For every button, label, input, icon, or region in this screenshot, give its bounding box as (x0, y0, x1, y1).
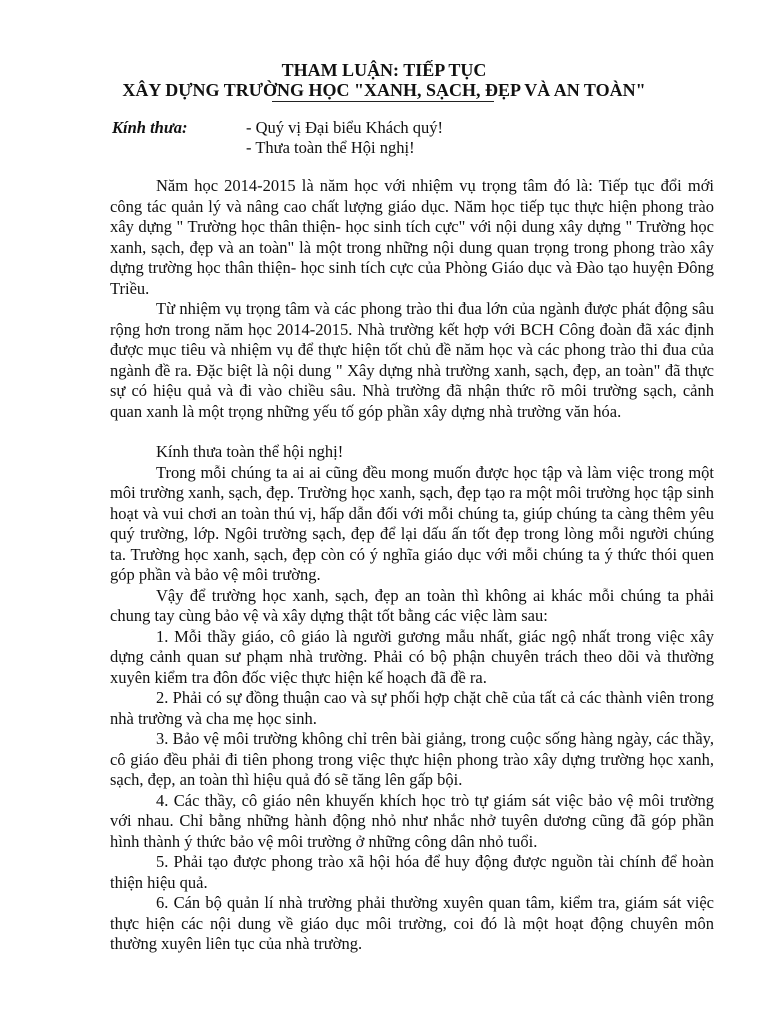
paragraph-1: Năm học 2014-2015 là năm học với nhiệm vụ trọng tâm đó là: Tiếp tục đổi mới công tác quản lý và nâng cao chất lượng giáo dục. Năm học tiếp tục thực hiện phong trào xây dựng " Trường học thân thiện- học sinh tích cực" với nội dung xây dựng " Trường học xanh, sạch, đẹp và an toàn" là một trong những nội dung quan trọng trong phong trào xây dựng trường học thân thiện- học sinh tích cực của Phòng Giáo dục và Đào tạo huyện Đông Triều. (110, 176, 714, 298)
paragraph-4: Vậy để trường học xanh, sạch, đẹp an toàn thì không ai khác mỗi chúng ta phải chung tay cùng bảo vệ và xây dựng thật tốt bằng các việc làm sau: (110, 585, 714, 625)
document-title-line-1: THAM LUẬN: TIẾP TỤC (281, 60, 487, 80)
list-item-4: 4. Các thầy, cô giáo nên khuyến khích học trò tự giám sát việc bảo vệ môi trường với nhau. Chỉ bằng những hành động nhỏ như nhắc nhở tuyên dương cũng đã góp phần hình thành ý thức bảo vệ môi trường ở những công dân nhỏ tuổi. (110, 790, 714, 851)
list-item-2: 2. Phải có sự đồng thuận cao và sự phối hợp chặt chẽ của tất cả các thành viên trong nhà trường và cha mẹ học sinh. (110, 688, 714, 728)
document-title-line-2: XÂY DỰNG TRƯỜNG HỌC "XANH, SẠCH, ĐẸP VÀ AN TOÀN" (122, 80, 646, 100)
salutation-line-1: - Quý vị Đại biểu Khách quý! (246, 118, 444, 137)
list-item-6: 6. Cán bộ quản lí nhà trường phải thường xuyên quan tâm, kiểm tra, giám sát việc thực hiện các nội dung về giáo dục môi trường, coi đó là một hoạt động chuyên môn thường xuyên liên tục của nhà trường. (110, 893, 714, 953)
list-item-5: 5. Phải tạo được phong trào xã hội hóa để huy động được nguồn tài chính để hoàn thiện hiệu quả. (110, 852, 714, 892)
paragraph-3: Trong mỗi chúng ta ai ai cũng đều mong muốn được học tập và làm việc trong một môi trường xanh, sạch, đẹp. Trường học xanh, sạch, đẹp tạo ra một môi trường học tập sinh hoạt và vui chơi an toàn thú vị, hấp dẫn đối với mỗi chúng ta, giúp chúng ta càng thêm yêu quý trường, lớp. Ngôi trường sạch, đẹp để lại dấu ấn tốt đẹp trong lòng mỗi người chúng ta. Trường học xanh, sạch, đẹp còn có ý nghĩa giáo dục với mỗi chúng ta ý thức thói quen góp phần và bảo vệ môi trường. (110, 462, 714, 584)
list-item-3: 3. Bảo vệ môi trường không chỉ trên bài giảng, trong cuộc sống hàng ngày, các thầy, cô giáo đều phải đi tiên phong trong việc thực hiện phong trào xây dựng trường học xanh, sạch, đẹp, an toàn thì hiệu quả đó sẽ tăng lên gấp bội. (110, 729, 714, 789)
paragraph-salutation: Kính thưa toàn thể hội nghị! (156, 442, 344, 461)
document-body (110, 176, 714, 955)
list-item-1: 1. Mỗi thầy giáo, cô giáo là người gương mẫu nhất, giác ngộ nhất trong việc xây dựng cảnh quan sư phạm nhà trường. Phải có bộ phận chuyên trách theo dõi và thường xuyên kiểm tra đôn đốc việc thực hiện kế hoạch đã đề ra. (110, 626, 714, 687)
salutation-label: Kính thưa: (112, 118, 188, 137)
salutation-line-2: - Thưa toàn thể Hội nghị! (246, 138, 415, 157)
title-underline (272, 101, 494, 102)
paragraph-2: Từ nhiệm vụ trọng tâm và các phong trào thi đua lớn của ngành được phát động sâu rộng hơn trong năm học 2014-2015. Nhà trường kết hợp với BCH Công đoàn đã xác định được mục tiêu và nhiệm vụ để thực hiện tốt chủ đề năm học và các phong trào thi đua của ngành đề ra. Đặc biệt là nội dung " Xây dựng nhà trường xanh, sạch, đẹp, an toàn" đã thực sự có hiệu quả và đi vào chiều sâu. Nhà trường đã nhận thức rõ môi trường sạch, cảnh quan xanh là một trọng những yếu tố góp phần xây dựng nhà trường văn hóa. (110, 299, 714, 421)
